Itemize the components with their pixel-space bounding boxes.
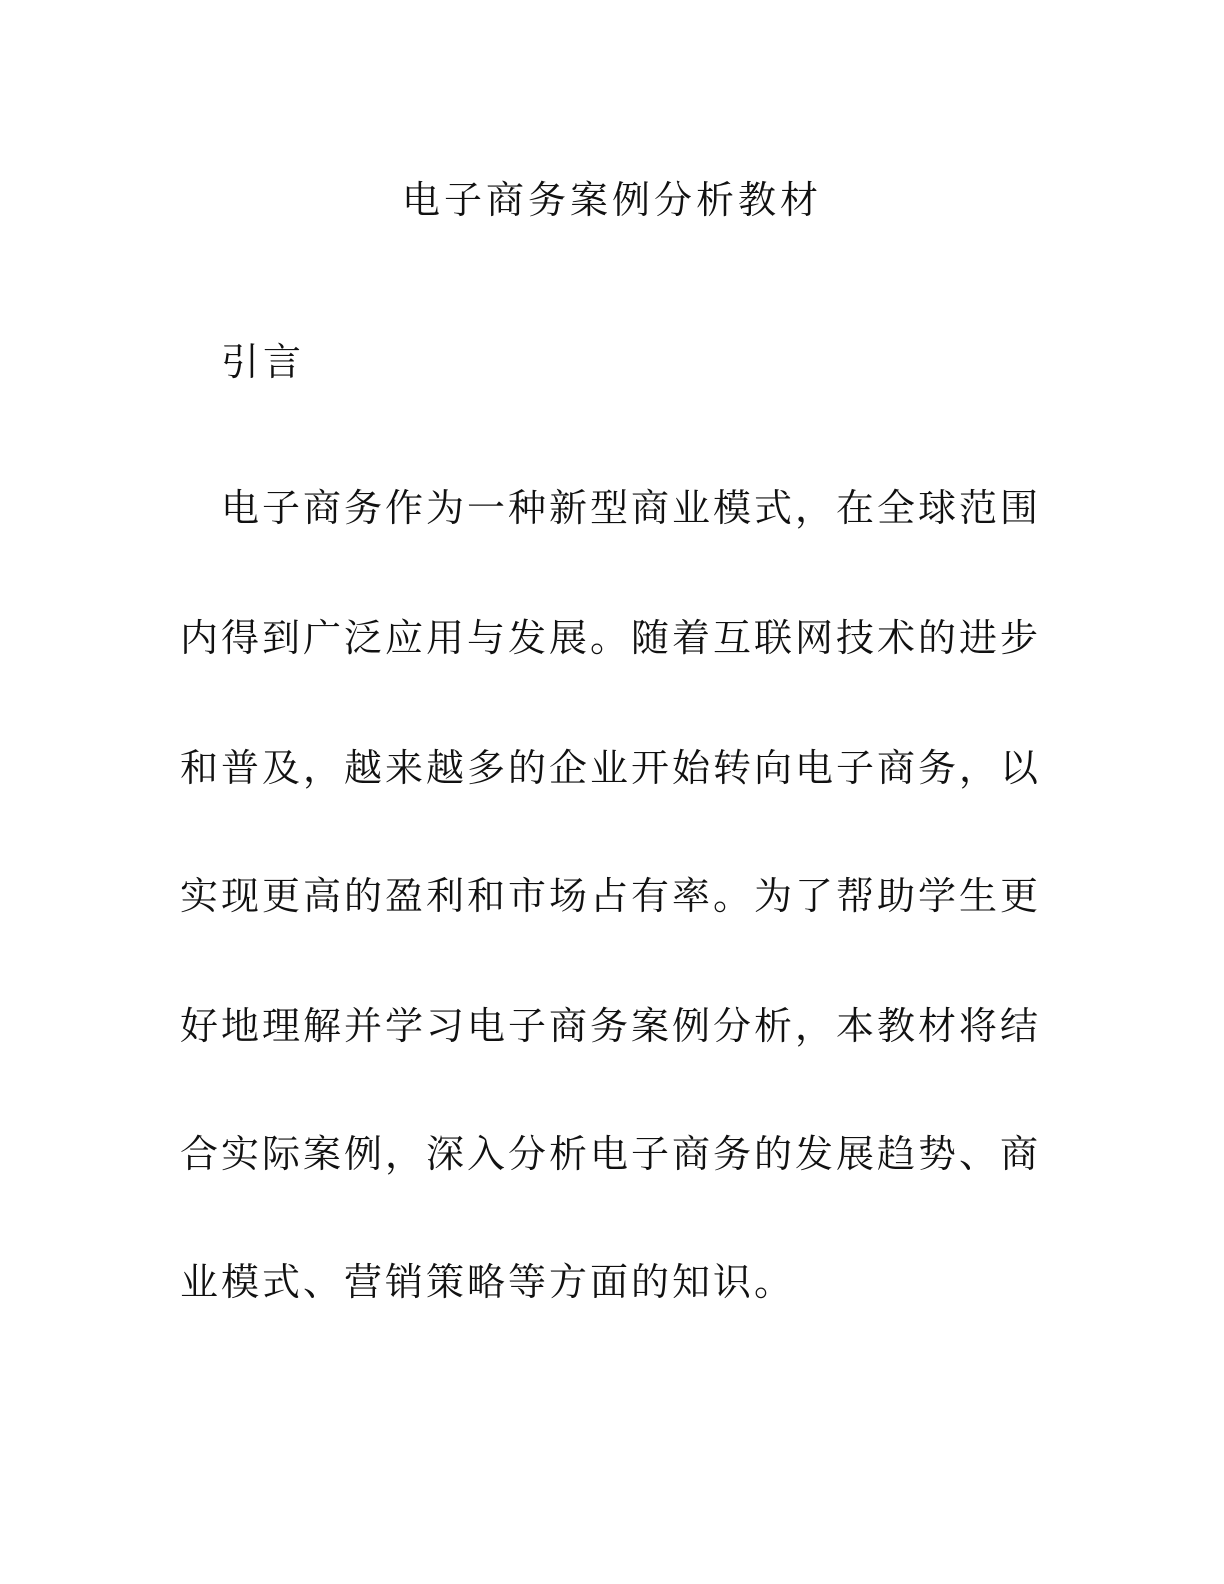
document-title: 电子商务案例分析教材 xyxy=(401,178,822,222)
paragraph-line: 实现更高的盈利和市场占有率。为了帮助学生更 xyxy=(180,874,1042,918)
paragraph-line: 内得到广泛应用与发展。随着互联网技术的进步 xyxy=(180,616,1042,660)
paragraph-line: 合实际案例，深入分析电子商务的发展趋势、商 xyxy=(180,1132,1042,1176)
paragraph-line: 好地理解并学习电子商务案例分析，本教材将结 xyxy=(180,1004,1042,1048)
paragraph-line: 业模式、营销策略等方面的知识。 xyxy=(180,1260,796,1304)
paragraph-line: 电子商务作为一种新型商业模式，在全球范围 xyxy=(221,486,1042,530)
section-heading: 引言 xyxy=(221,340,306,384)
paragraph-line: 和普及，越来越多的企业开始转向电子商务，以 xyxy=(180,746,1042,790)
